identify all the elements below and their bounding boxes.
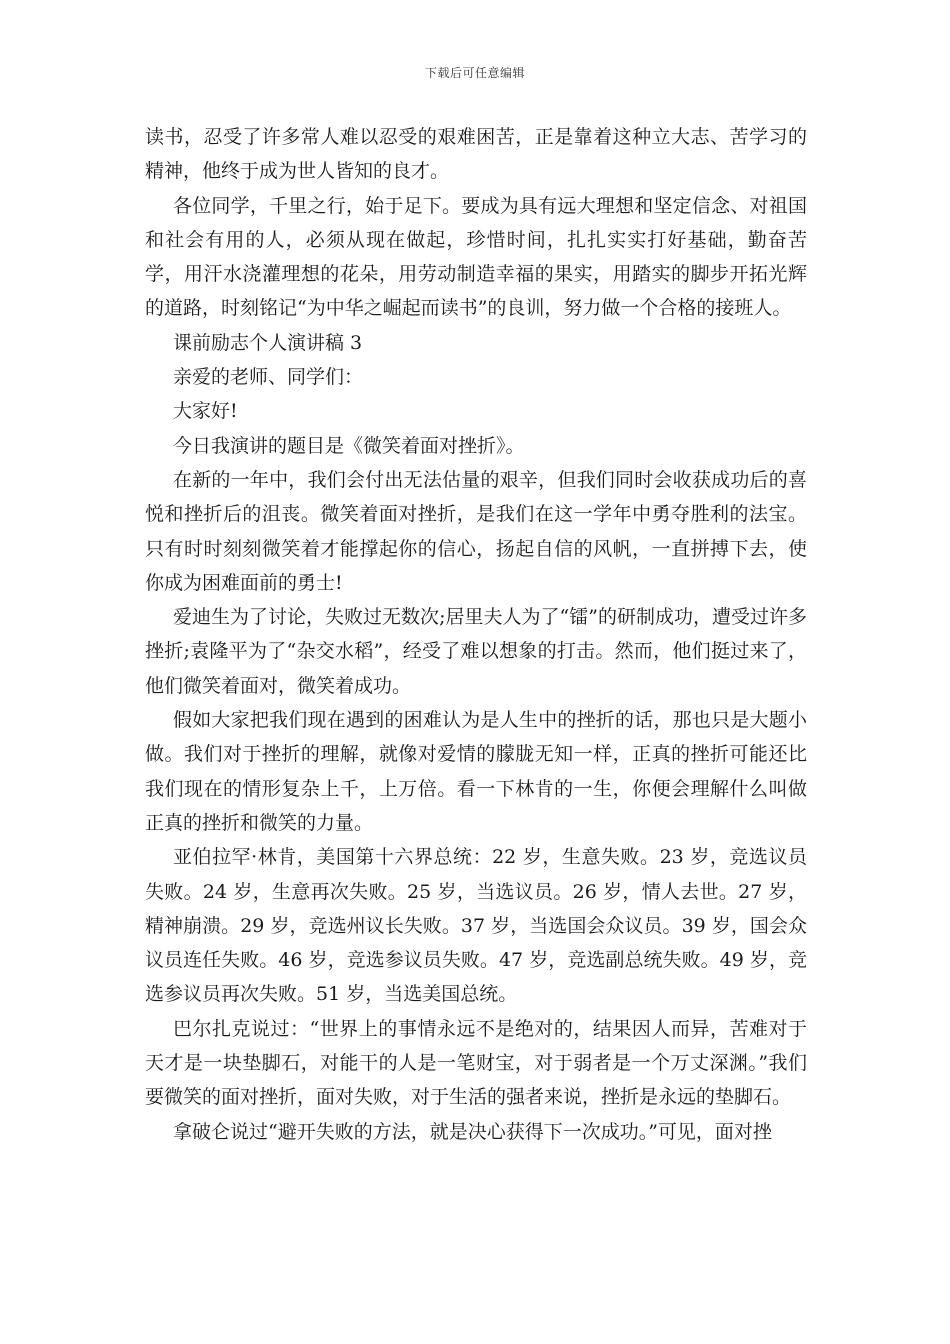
paragraph-new-year: 在新的一年中，我们会付出无法估量的艰辛，但我们同时会收获成功后的喜悦和挫折后的沮丧。微笑着面对挫折，是我们在这一学年中勇夺胜利的法宝。只有时时刻刻微笑着才能撑起你的信心，扬起自信的风帆，一直拼搏下去，使你成为困难面前的勇士!: [145, 468, 807, 594]
paragraph-napoleon: 拿破仑说过“避开失败的方法，就是决心获得下一次成功。”可见，面对挫: [173, 1120, 772, 1143]
paragraph-2: 各位同学，千里之行，始于足下。要成为具有远大理想和坚定信念、对祖国和社会有用的人，必须从现在做起，珍惜时间，扎扎实实打好基础，勤奋苦学，用汗水浇灌理想的花朵，用劳动制造幸福的果实，用踏实的脚步开拓光辉的道路，时刻铭记“为中华之崛起而读书”的良训，努力做一个合格的接班人。: [145, 194, 807, 320]
paragraph-balzac: 巴尔扎克说过：“世界上的事情永远不是绝对的，结果因人而异，苦难对于天才是一块垫脚石，对能干的人是一笔财宝，对于弱者是一个万丈深渊。”我们要微笑的面对挫折，面对失败，对于生活的强者来说，挫折是永远的垫脚石。: [145, 1017, 807, 1109]
paragraph-lincoln: 亚伯拉罕·林肯，美国第十六界总统：22 岁，生意失败。23 岁，竞选议员失败。24 岁，生意再次失败。25 岁，当选议员。26 岁，情人去世。27 岁，精神崩溃。29 岁，竞选州议长失败。37 岁，当选国会众议员。39 岁，国会众议员连任失败。46 岁，竞选参议员失败。47 岁，竞选副总统失败。49 岁，竞选参议员再次失败。51 岁，当选美国总统。: [145, 846, 807, 1006]
paragraph-examples: 爱迪生为了讨论，失败过无数次;居里夫人为了“镭”的研制成功，遭受过许多挫折;袁隆平为了“杂交水稻”，经受了难以想象的打击。然而，他们挺过来了，他们微笑着面对，微笑着成功。: [145, 606, 807, 697]
paragraph-understanding: 假如大家把我们现在遇到的困难认为是人生中的挫折的话，那也只是大题小做。我们对于挫折的理解，就像对爱情的朦胧无知一样，正真的挫折可能还比我们现在的情形复杂上千，上万倍。看一下林肯的一生，你便会理解什么叫做正真的挫折和微笑的力量。: [145, 709, 807, 834]
speech-title: 课前励志个人演讲稿 3: [173, 331, 363, 354]
page-header: 下载后可任意编辑: [424, 66, 525, 80]
paragraph-1: 读书，忍受了许多常人难以忍受的艰难困苦，正是靠着这种立大志、苦学习的精神，他终于成为世人皆知的良才。: [145, 126, 807, 183]
topic-intro: 今日我演讲的题目是《微笑着面对挫折》。: [173, 434, 525, 457]
greeting: 大家好!: [173, 400, 238, 423]
salutation: 亲爱的老师、同学们：: [173, 366, 364, 389]
document-body: [145, 120, 807, 1149]
